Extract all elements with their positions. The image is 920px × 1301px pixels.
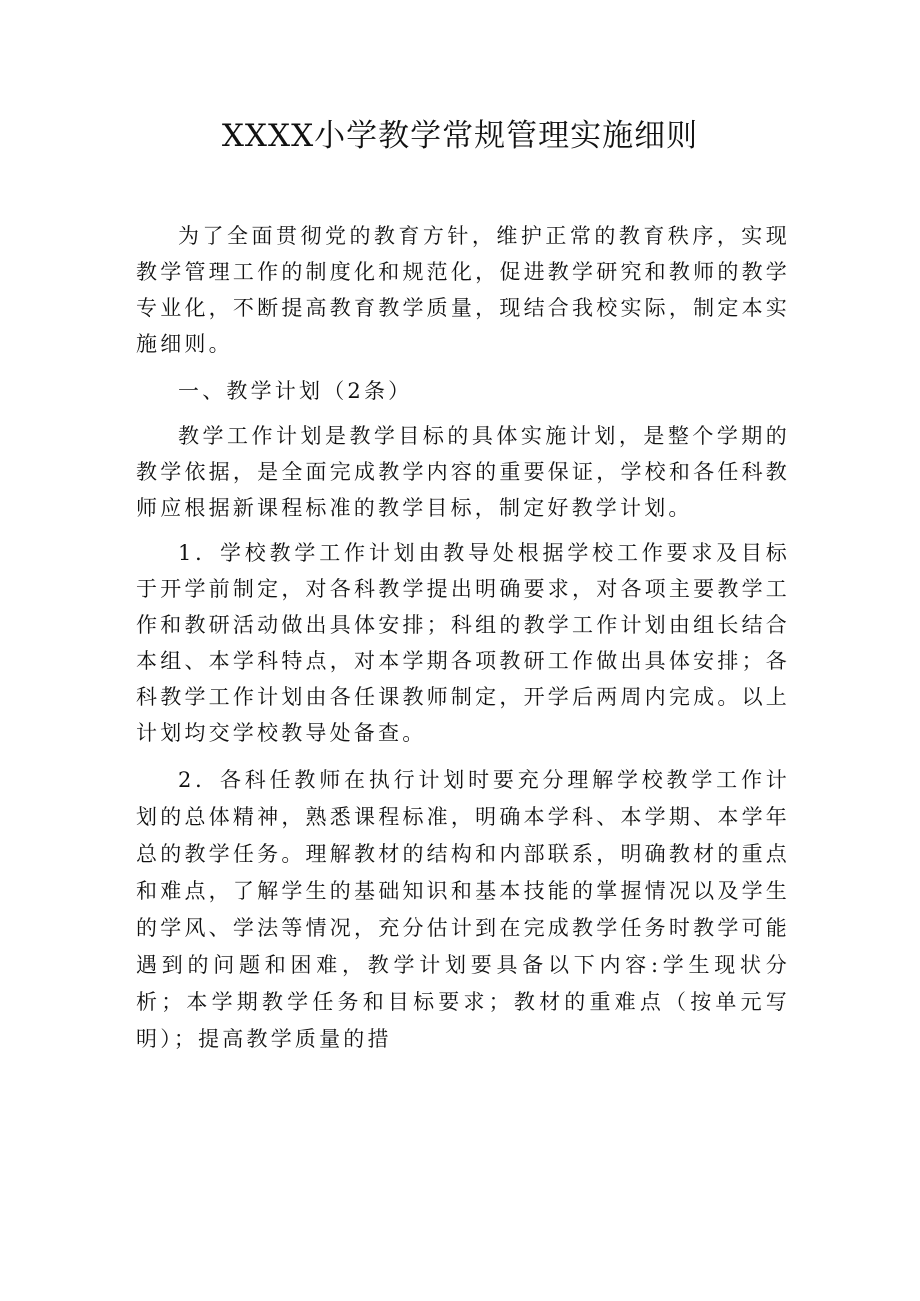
document-body: [136, 218, 790, 1058]
document-title: XXXX小学教学常规管理实施细则: [221, 118, 699, 154]
intro-paragraph: 为了全面贯彻党的教育方针，维护正常的教育秩序，实现教学管理工作的制度化和规范化，促进教学研究和教师的教学专业化，不断提高教育教学质量，现结合我校实际，制定本实施细则。: [136, 224, 790, 356]
teaching-plan-paragraph: 教学工作计划是教学目标的具体实施计划，是整个学期的教学依据，是全面完成教学内容的重要保证，学校和各任科教师应根据新课程标准的教学目标，制定好教学计划。: [136, 424, 790, 520]
item-1-paragraph: 1．学校教学工作计划由教导处根据学校工作要求及目标于开学前制定，对各科教学提出明确要求，对各项主要教学工作和教研活动做出具体安排；科组的教学工作计划由组长结合本组、本学科特点，对本学期各项教研工作做出具体安排；各科教学工作计划由各任课教师制定，开学后两周内完成。以上计划均交学校教导处备查。: [136, 541, 790, 745]
section-heading-teaching-plan: 一、教学计划（2条）: [178, 379, 413, 403]
item-2-paragraph: 2．各科任教师在执行计划时要充分理解学校教学工作计划的总体精神，熟悉课程标准，明确本学科、本学期、本学年总的教学任务。理解教材的结构和内部联系，明确教材的重点和难点，了解学生的基础知识和基本技能的掌握情况以及学生的学风、学法等情况，充分估计到在完成教学任务时教学可能遇到的问题和困难，教学计划要具备以下内容:学生现状分析；本学期教学任务和目标要求；教材的重难点（按单元写明）；提高教学质量的措: [136, 768, 790, 1051]
